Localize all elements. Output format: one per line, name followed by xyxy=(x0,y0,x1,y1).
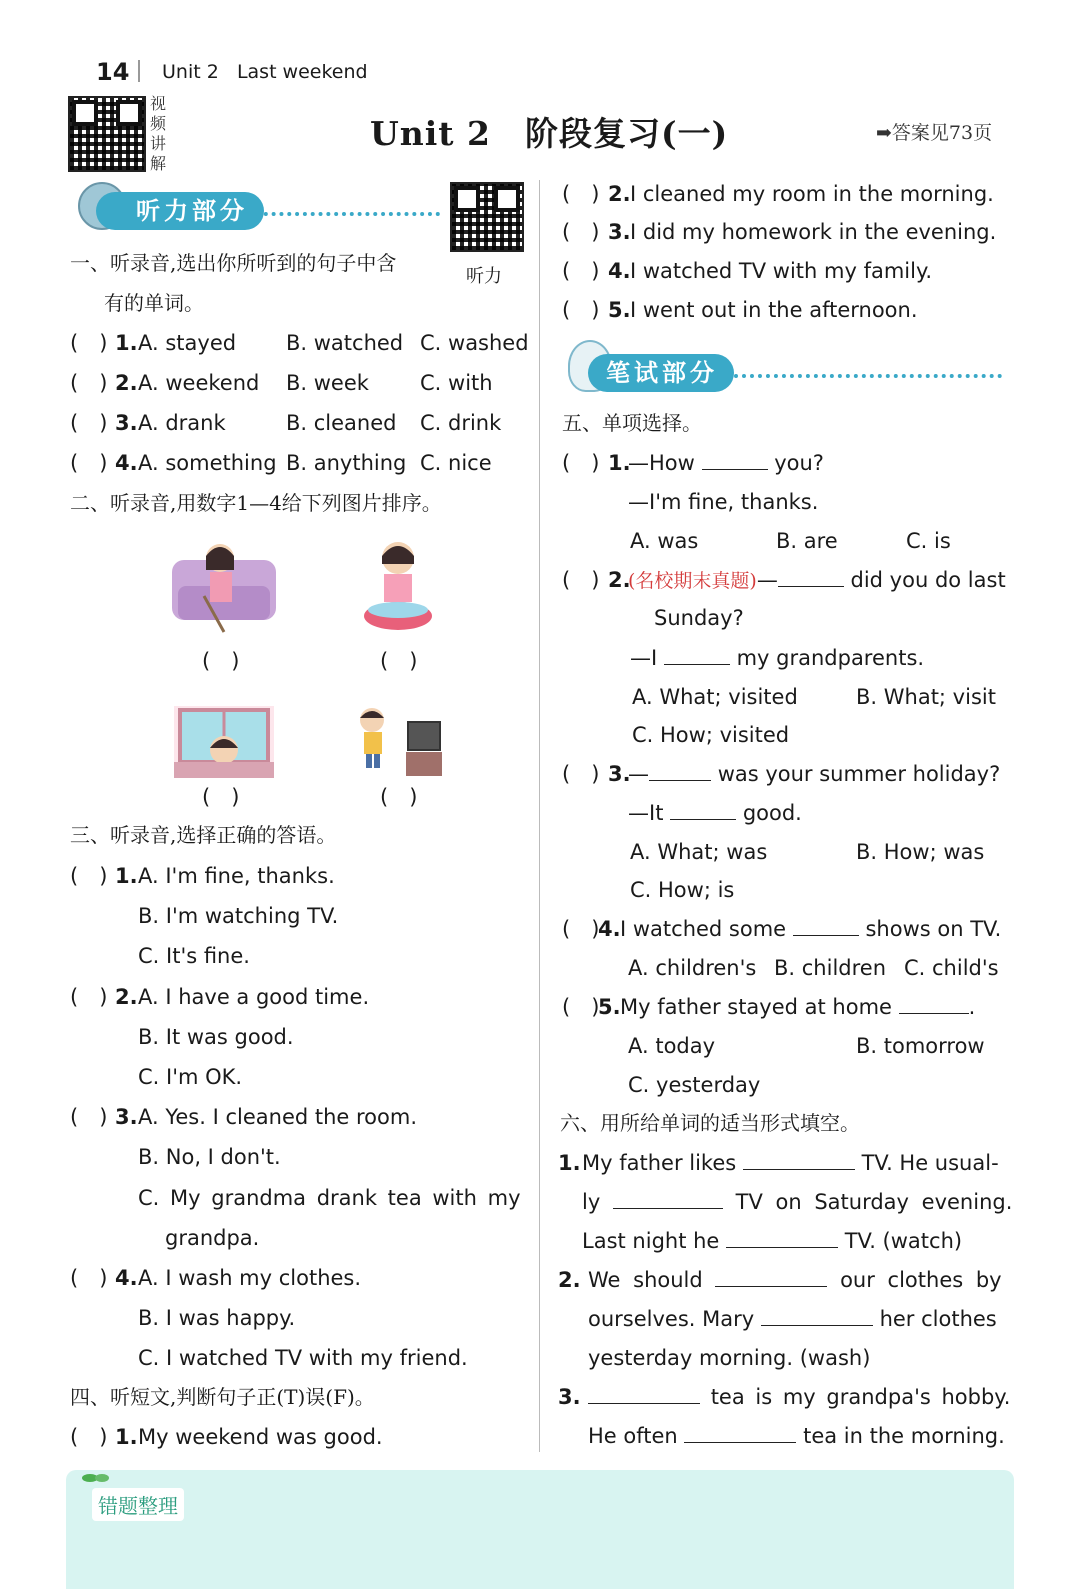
statement: I cleaned my room in the morning. xyxy=(630,182,994,206)
option-c: C. is xyxy=(906,529,951,553)
sec1-title-cont: 有的单词。 xyxy=(104,291,204,315)
banner-dots xyxy=(256,212,440,216)
answer-paren[interactable]: ( ) xyxy=(562,259,600,283)
option-c: C. nice xyxy=(420,451,492,475)
answer-paren[interactable]: ( ) xyxy=(562,182,600,206)
answer-paren[interactable]: ( ) xyxy=(562,762,600,786)
option-a: A. today xyxy=(628,1034,716,1058)
picture-girl-washing xyxy=(358,536,438,634)
answer-paren[interactable]: ( ) xyxy=(70,411,108,435)
item-number: 4. xyxy=(115,451,138,475)
fill-line: ly TV on Saturday evening. xyxy=(582,1190,1013,1214)
written-banner: 笔试部分 xyxy=(588,354,734,392)
answer-paren[interactable]: ( ) xyxy=(70,451,108,475)
option-a: A. I wash my clothes. xyxy=(138,1266,362,1290)
item-number: 1. xyxy=(115,331,138,355)
answer-paren[interactable]: ( ) xyxy=(70,371,108,395)
option-c: C. I watched TV with my friend. xyxy=(138,1346,468,1370)
question-line-cont: Sunday? xyxy=(654,606,744,630)
option-a: A. was xyxy=(630,529,699,553)
fill-blank[interactable] xyxy=(778,568,844,587)
answer-paren[interactable]: ( ) xyxy=(70,1105,108,1129)
question-line: My father stayed at home . xyxy=(620,995,976,1019)
option-b: B. How; was xyxy=(856,840,985,864)
fill-line: tea is my grandpa's hobby. xyxy=(588,1384,1010,1410)
item-number: 5. xyxy=(598,995,621,1019)
item-number: 2. xyxy=(608,182,631,206)
picture-girl-window xyxy=(174,706,274,778)
fill-line: yesterday morning. (wash) xyxy=(588,1346,871,1370)
leaf-icon xyxy=(80,1470,110,1486)
option-b: B. What; visit xyxy=(856,685,996,709)
option-c: C. I'm OK. xyxy=(138,1065,243,1089)
option-b: B. I'm watching TV. xyxy=(138,904,339,928)
listening-banner: 听力部分 xyxy=(96,192,264,230)
option-c: C. yesterday xyxy=(628,1073,761,1097)
statement: My weekend was good. xyxy=(138,1425,383,1449)
fill-blank[interactable] xyxy=(702,451,768,470)
page-title: Unit 2 阶段复习(一) xyxy=(370,114,729,153)
answer-paren[interactable]: ( ) xyxy=(70,331,108,355)
fill-blank[interactable] xyxy=(899,995,969,1014)
sec3-title: 三、听录音,选择正确的答语。 xyxy=(70,823,337,847)
option-b: B. cleaned xyxy=(286,411,397,435)
fill-blank[interactable] xyxy=(588,1385,700,1404)
option-a: A. stayed xyxy=(138,331,237,355)
item-number: 3. xyxy=(558,1385,581,1409)
option-a: A. What; was xyxy=(630,840,768,864)
answer-paren[interactable]: ( ) xyxy=(562,451,600,475)
sec1-title: 一、听录音,选出你所听到的句子中含 xyxy=(70,251,397,275)
sec6-title: 六、用所给单词的适当形式填空。 xyxy=(560,1111,860,1135)
answer-paren[interactable]: ( ) xyxy=(380,649,418,673)
sec4-title: 四、听短文,判断句子正(T)误(F)。 xyxy=(70,1385,375,1409)
question-line: — was your summer holiday? xyxy=(628,762,1001,786)
option-c: C. How; visited xyxy=(632,723,790,747)
option-c: C. child's xyxy=(904,956,999,980)
item-number: 5. xyxy=(608,298,631,322)
error-notes-area[interactable] xyxy=(66,1470,1014,1589)
item-number: 4. xyxy=(598,917,621,941)
answer-paren[interactable]: ( ) xyxy=(70,1425,108,1449)
option-a: A. drank xyxy=(138,411,226,435)
column-divider xyxy=(539,180,540,1452)
answer-paren[interactable]: ( ) xyxy=(562,995,600,1019)
item-number: 1. xyxy=(608,451,631,475)
statement: I watched TV with my family. xyxy=(630,259,933,283)
header-divider xyxy=(138,60,140,82)
fill-blank[interactable] xyxy=(664,646,730,665)
answer-paren[interactable]: ( ) xyxy=(562,220,600,244)
fill-blank[interactable] xyxy=(649,762,711,781)
answer-line: —It good. xyxy=(628,801,802,825)
sec5-title: 五、单项选择。 xyxy=(562,411,702,435)
option-c: C. How; is xyxy=(630,878,735,902)
item-number: 1. xyxy=(558,1151,581,1175)
answer-paren[interactable]: ( ) xyxy=(202,649,240,673)
option-a: A. Yes. I cleaned the room. xyxy=(138,1105,418,1129)
fill-blank[interactable] xyxy=(715,1268,827,1287)
fill-blank[interactable] xyxy=(684,1424,796,1443)
item-number: 1. xyxy=(115,864,138,888)
fill-blank[interactable] xyxy=(743,1151,855,1170)
option-b: B. children xyxy=(774,956,887,980)
fill-blank[interactable] xyxy=(726,1229,838,1248)
statement: I went out in the afternoon. xyxy=(630,298,918,322)
option-a: A. What; visited xyxy=(632,685,798,709)
video-label: 视 频 讲 解 xyxy=(150,94,167,173)
answer-reference: ➡答案见73页 xyxy=(876,122,993,144)
header-unit: Unit 2 Last weekend xyxy=(162,61,368,83)
option-c: C. washed xyxy=(420,331,529,355)
question-line: (名校期末真题)— did you do last xyxy=(628,568,1006,592)
answer-paren[interactable]: ( ) xyxy=(70,1266,108,1290)
option-c: C. My grandma drank tea with my xyxy=(138,1186,521,1210)
fill-line: ourselves. Mary her clothes xyxy=(588,1307,997,1331)
question-line: —How you? xyxy=(628,451,824,475)
answer-paren[interactable]: ( ) xyxy=(562,917,600,941)
item-number: 3. xyxy=(115,1105,138,1129)
answer-paren[interactable]: ( ) xyxy=(70,985,108,1009)
item-number: 1. xyxy=(115,1425,138,1449)
picture-girl-mopping xyxy=(168,536,280,634)
item-number: 2. xyxy=(608,568,631,592)
option-b: B. tomorrow xyxy=(856,1034,985,1058)
option-b: B. week xyxy=(286,371,369,395)
option-c: C. It's fine. xyxy=(138,944,250,968)
fill-blank[interactable] xyxy=(670,801,736,820)
answer-paren[interactable]: ( ) xyxy=(380,785,418,809)
fill-blank[interactable] xyxy=(761,1307,873,1326)
answer-line: —I my grandparents. xyxy=(630,646,925,670)
item-number: 3. xyxy=(115,411,138,435)
item-number: 3. xyxy=(608,762,631,786)
fill-line: We should our clothes by xyxy=(588,1268,1002,1292)
fill-blank[interactable] xyxy=(793,917,859,936)
option-c: C. drink xyxy=(420,411,502,435)
fill-line: He often tea in the morning. xyxy=(588,1424,1005,1448)
sec2-title: 二、听录音,用数字1—4给下列图片排序。 xyxy=(70,491,442,515)
banner-dots xyxy=(734,374,1002,378)
fill-blank[interactable] xyxy=(613,1190,723,1209)
option-a: A. children's xyxy=(628,956,757,980)
fill-line: My father likes TV. He usual- xyxy=(582,1151,999,1175)
page-number: 14 xyxy=(96,58,130,86)
item-number: 4. xyxy=(608,259,631,283)
option-a: A. weekend xyxy=(138,371,260,395)
option-b: B. are xyxy=(776,529,838,553)
exam-tag: (名校期末真题) xyxy=(628,570,757,592)
question-line: I watched some shows on TV. xyxy=(620,917,1002,941)
listening-qr-label: 听力 xyxy=(466,266,502,287)
answer-line: —I'm fine, thanks. xyxy=(628,490,819,514)
answer-paren[interactable]: ( ) xyxy=(70,864,108,888)
option-b: B. anything xyxy=(286,451,407,475)
option-b: B. I was happy. xyxy=(138,1306,296,1330)
option-b: B. watched xyxy=(286,331,404,355)
item-number: 2. xyxy=(558,1268,581,1292)
picture-boy-tv xyxy=(352,702,444,778)
option-b: B. No, I don't. xyxy=(138,1145,281,1169)
answer-paren[interactable]: ( ) xyxy=(562,298,600,322)
error-notes-label: 错题整理 xyxy=(92,1488,184,1521)
option-b: B. It was good. xyxy=(138,1025,294,1049)
statement: I did my homework in the evening. xyxy=(630,220,997,244)
option-a: A. something xyxy=(138,451,277,475)
option-c-cont: grandpa. xyxy=(165,1226,260,1250)
option-a: A. I'm fine, thanks. xyxy=(138,864,335,888)
item-number: 2. xyxy=(115,371,138,395)
listening-qr-icon[interactable] xyxy=(450,182,524,252)
item-number: 2. xyxy=(115,985,138,1009)
answer-paren[interactable]: ( ) xyxy=(202,785,240,809)
qr-code-icon[interactable] xyxy=(68,96,146,172)
answer-paren[interactable]: ( ) xyxy=(562,568,600,592)
option-c: C. with xyxy=(420,371,493,395)
item-number: 3. xyxy=(608,220,631,244)
option-a: A. I have a good time. xyxy=(138,985,370,1009)
item-number: 4. xyxy=(115,1266,138,1290)
fill-line: Last night he TV. (watch) xyxy=(582,1229,963,1253)
